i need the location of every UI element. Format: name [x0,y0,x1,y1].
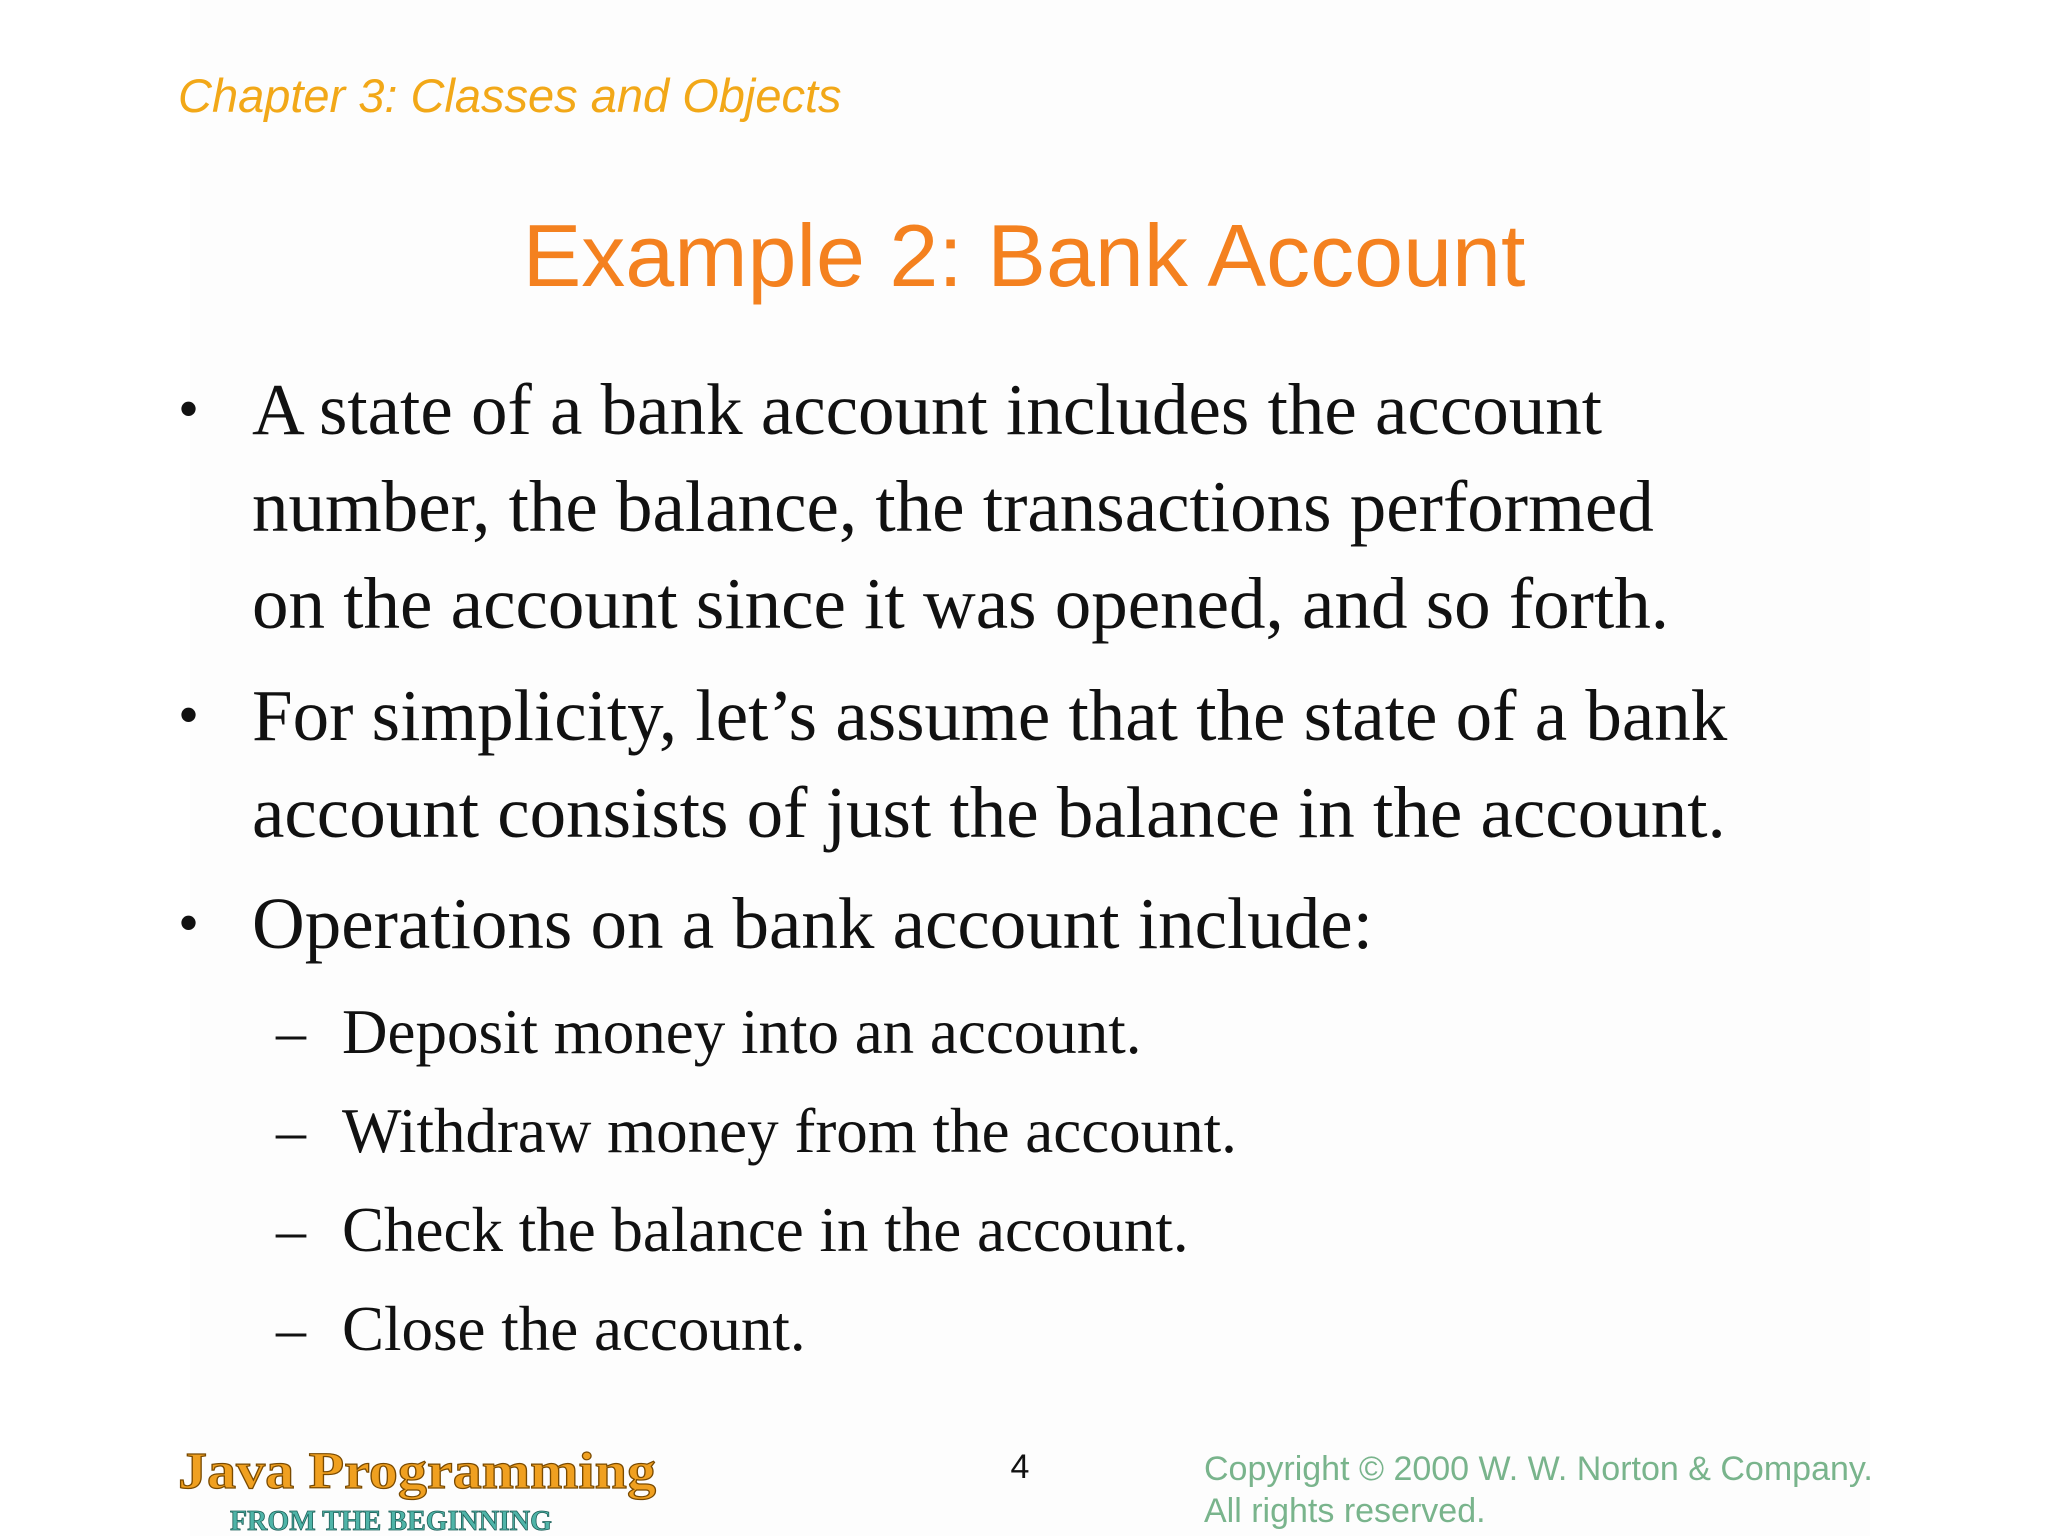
bullet-marker: • [178,890,200,956]
sub-bullet-text: Close the account. [342,1294,806,1364]
copyright-line: Copyright © 2000 W. W. Norton & Company. [1204,1450,1873,1488]
logo-tagline: FROM THE BEGINNING [230,1506,553,1536]
copyright-notice [1204,1448,1873,1532]
bullet-line: For simplicity, let’s assume that the state of a bank [252,675,1728,756]
java-programming-logo [178,1440,658,1536]
sub-bullet-text: Check the balance in the account. [342,1195,1189,1265]
sub-bullet-text: Deposit money into an account. [342,997,1142,1067]
sub-bullet-text: Withdraw money from the account. [342,1096,1237,1166]
slide-title: Example 2: Bank Account [522,206,1526,305]
bullet-line: number, the balance, the transactions performed [252,466,1654,547]
dash-marker: – [276,1197,306,1263]
bullet-marker: • [178,682,200,748]
dash-marker: – [276,1098,306,1164]
bullet-text [252,875,1902,972]
bullet-text [252,667,1902,861]
logo-wordmark: Java Programming [178,1443,656,1500]
dash-marker: – [276,999,306,1065]
bullet-line: on the account since it was opened, and so forth. [252,563,1670,644]
bullet-text [252,361,1902,652]
chapter-header: Chapter 3: Classes and Objects [178,69,842,122]
page-number: 4 [1010,1448,1030,1486]
bullet-line: account consists of just the balance in the account. [252,772,1726,853]
copyright-line: All rights reserved. [1204,1492,1486,1530]
bullet-line: Operations on a bank account include: [252,883,1373,964]
bullet-marker: • [178,376,200,442]
bullet-line: A state of a bank account includes the account [252,369,1603,450]
dash-marker: – [276,1296,306,1362]
